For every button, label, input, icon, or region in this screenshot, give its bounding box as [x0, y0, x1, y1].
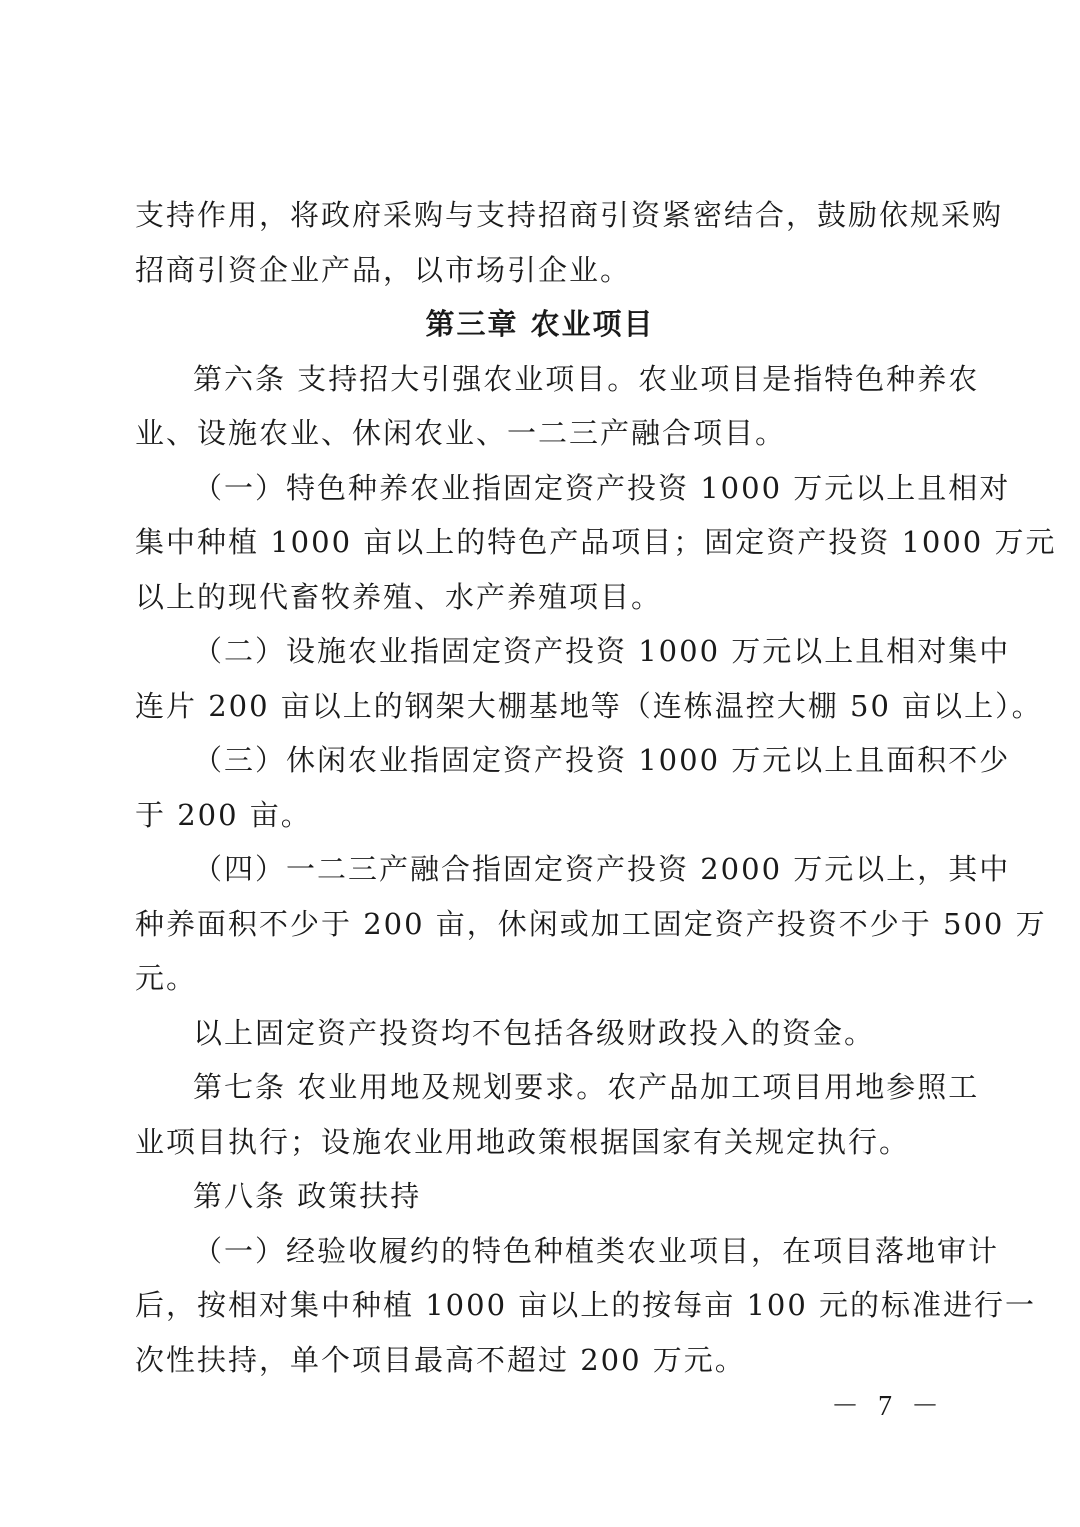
article-title: 第六条 支持招大引强农业项目。: [193, 361, 639, 396]
page-number: － 7 －: [830, 1391, 945, 1422]
paragraph-line: 集中种植 1000 亩以上的特色产品项目；固定资产投资 1000 万元: [135, 525, 1057, 559]
paragraph-line: （一）经验收履约的特色种植类农业项目，在项目落地审计: [193, 1233, 1000, 1268]
paragraph-line: 以上固定资产投资均不包括各级财政投入的资金。: [193, 1015, 876, 1050]
article-title: 第七条 农业用地及规划要求。: [193, 1070, 608, 1104]
paragraph-line: 以上的现代畜牧养殖、水产养殖项目。: [135, 579, 663, 614]
article-text: 农业项目是指特色种养农: [638, 361, 980, 396]
paragraph-line: （一）特色种养农业指固定资产投资 1000 万元以上且相对: [193, 470, 1011, 505]
paragraph-line: 于 200 亩。: [135, 797, 312, 832]
chapter-heading: 第三章 农业项目: [425, 307, 655, 341]
paragraph-line: （四）一二三产融合指固定资产投资 2000 万元以上，其中: [193, 852, 1011, 886]
paragraph-line: 后，按相对集中种植 1000 亩以上的按每亩 100 元的标准进行一: [135, 1288, 1037, 1322]
article-8-line: [135, 1169, 945, 1224]
paragraph-line: 支持作用，将政府采购与支持招商引资紧密结合，鼓励依规采购: [135, 198, 1004, 232]
paragraph-line: 连片 200 亩以上的钢架大棚基地等（连栋温控大棚 50 亩以上）。: [135, 688, 1043, 723]
paragraph-line: 种养面积不少于 200 亩，休闲或加工固定资产投资不少于 500 万: [135, 906, 1047, 941]
article-title: 第八条 政策扶持: [193, 1179, 422, 1213]
paragraph-line: 次性扶持，单个项目最高不超过 200 万元。: [135, 1342, 746, 1377]
paragraph-line: 业、设施农业、休闲农业、一二三产融合项目。: [135, 416, 787, 450]
paragraph-line: 业项目执行；设施农业用地政策根据国家有关规定执行。: [135, 1124, 911, 1159]
article-7-line: [135, 1060, 980, 1115]
paragraph-line: （二）设施农业指固定资产投资 1000 万元以上且相对集中: [193, 634, 1011, 668]
article-6-line: [135, 352, 980, 407]
paragraph-line: 元。: [135, 961, 198, 995]
paragraph-line: （三）休闲农业指固定资产投资 1000 万元以上且面积不少: [193, 743, 1011, 777]
article-text: 农产品加工项目用地参照工: [607, 1070, 980, 1104]
paragraph-line: 招商引资企业产品，以市场引企业。: [135, 252, 632, 287]
page-body: [135, 188, 1057, 1387]
